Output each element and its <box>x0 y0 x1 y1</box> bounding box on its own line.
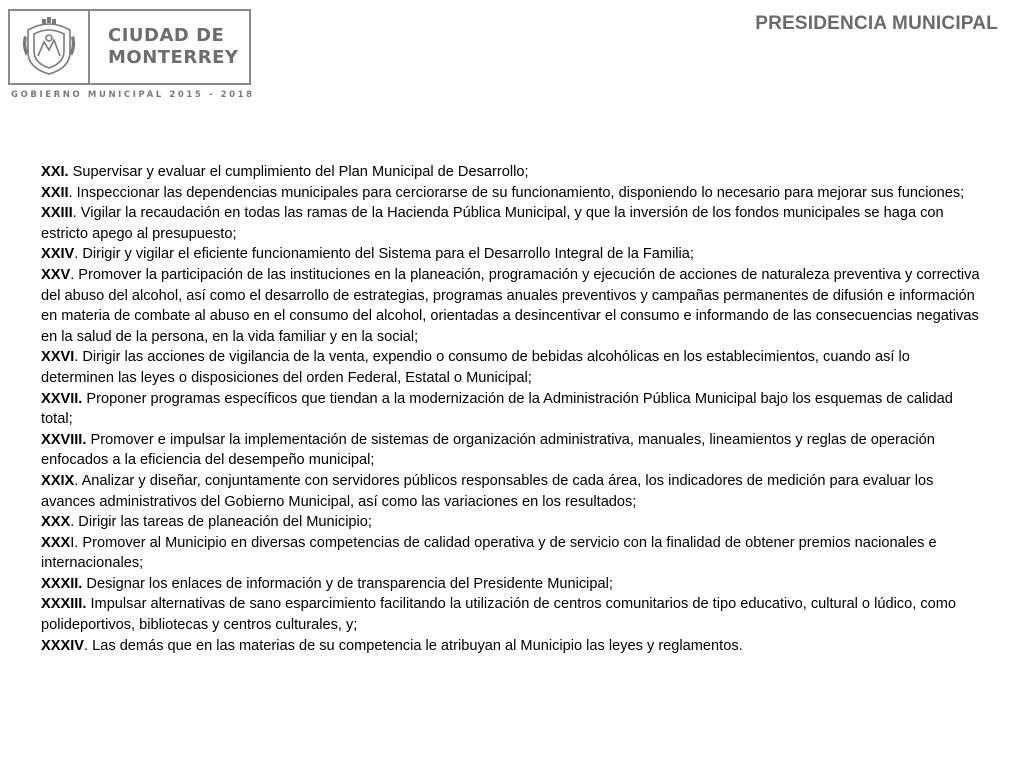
item-number: XXV <box>41 266 71 283</box>
item-text: . Dirigir las acciones de vigilancia de la venta, expendio o consumo de bebidas alcohólicas en los establecimientos, cuando así lo determinen las leyes o disposiciones del orden Federal, Estatal o Municipal; <box>41 349 910 386</box>
list-item <box>41 183 986 204</box>
item-number: XXVII. <box>41 390 83 407</box>
item-text: . Las demás que en las materias de su competencia le atribuyan al Municipio las leyes y reglamentos. <box>84 637 743 654</box>
item-text: . Dirigir las tareas de planeación del Municipio; <box>70 514 372 531</box>
item-number: XXXII. <box>41 575 83 592</box>
list-item <box>41 244 986 265</box>
list-item <box>41 347 986 388</box>
item-number: XXII <box>41 184 69 201</box>
city-logo <box>8 9 251 85</box>
logo-city-name <box>90 11 249 83</box>
list-item <box>41 203 986 244</box>
list-item <box>41 389 986 430</box>
list-item <box>41 512 986 533</box>
list-item <box>41 533 986 574</box>
item-number: XXXIV <box>41 637 84 654</box>
list-item <box>41 430 986 471</box>
item-number: XXX <box>41 514 71 531</box>
item-text: Impulsar alternativas de sano esparcimiento facilitando la utilización de centros comunitarios de tipo educativo, cultural o lúdico, como polideportivos, bibliotecas y centros culturales, y; <box>41 596 957 634</box>
item-text: I. Promover al Municipio en diversas competencias de calidad operativa y de servicio con la finalidad de obtener premios nacionales e internacionales; <box>41 534 937 572</box>
list-item <box>41 636 986 657</box>
coat-of-arms-icon <box>10 11 90 83</box>
item-number: XXVI <box>41 349 75 366</box>
logo-line-2: MONTERREY <box>108 47 239 68</box>
item-number: XXX <box>41 534 71 551</box>
list-item <box>41 594 986 635</box>
item-number: XXIII <box>41 205 73 222</box>
item-number: XXIX <box>41 472 75 489</box>
item-number: XXVIII. <box>41 431 87 448</box>
item-number: XXXIII. <box>41 596 87 613</box>
list-item <box>41 471 986 512</box>
item-text: . Dirigir y vigilar el eficiente funcionamiento del Sistema para el Desarrollo Integral de la Familia; <box>74 246 694 263</box>
list-item <box>41 574 986 595</box>
item-text: . Inspeccionar las dependencias municipales para cerciorarse de su funcionamiento, disponiendo lo necesario para mejorar sus funciones; <box>68 184 965 201</box>
item-text: . Promover la participación de las instituciones en la planeación, programación y ejecución de acciones de naturaleza preventiva y correctiva del abuso del alcohol, así como el desarrollo de estrategias, programas anuales preventivos y campañas permanentes de difusión e información en materia de combate al abuso en el consumo del alcohol, orientadas a desincentivar el consumo e informando de las consecuencias negativas en la salud de la persona, en la vida familiar y en la social; <box>41 266 980 345</box>
item-text: Designar los enlaces de información y de transparencia del Presidente Municipal; <box>82 575 613 592</box>
list-item <box>41 265 986 347</box>
list-item <box>41 162 986 183</box>
item-text: Promover e impulsar la implementación de sistemas de organización administrativa, manuales, lineamientos y reglas de operación enfocados a la eficiencia del desempeño municipal; <box>41 431 935 469</box>
item-number: XXI. <box>41 164 69 180</box>
page-title: PRESIDENCIA MUNICIPAL <box>755 13 998 34</box>
item-text: . Vigilar la recaudación en todas las ramas de la Hacienda Pública Municipal, y que la inversión de los fondos municipales se haga con estricto apego al presupuesto; <box>41 205 944 242</box>
item-text: Proponer programas específicos que tiendan a la modernización de la Administración Pública Municipal bajo los esquemas de calidad total; <box>41 390 953 428</box>
item-text: Supervisar y evaluar el cumplimiento del Plan Municipal de Desarrollo; <box>68 164 529 180</box>
attributions-list <box>41 162 986 656</box>
item-text: . Analizar y diseñar, conjuntamente con servidores públicos responsables de cada área, los indicadores de medición para evaluar los avances administrativos del Gobierno Municipal, así como las variaciones en los resultados; <box>41 472 934 510</box>
item-number: XXIV <box>41 246 75 263</box>
logo-line-1: CIUDAD DE <box>108 25 225 46</box>
logo-subtitle: GOBIERNO MUNICIPAL 2015 - 2018 <box>11 90 255 100</box>
